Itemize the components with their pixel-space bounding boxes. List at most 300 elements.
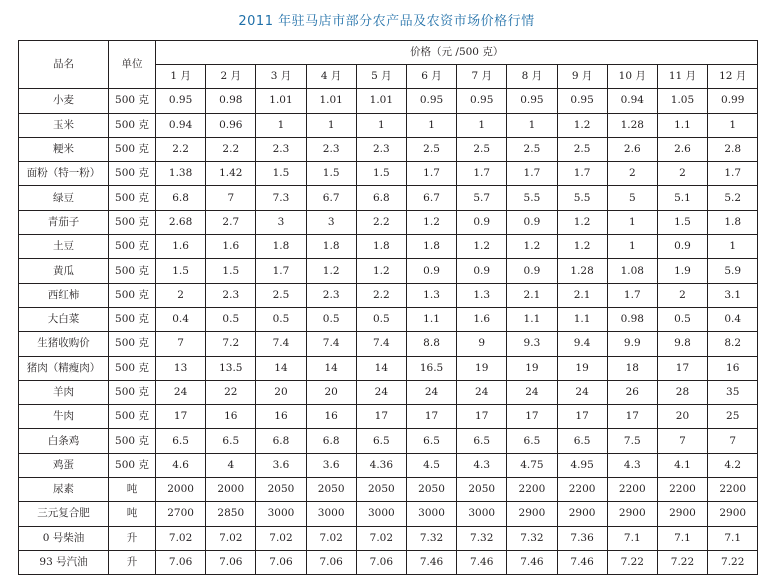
price-cell: 17 bbox=[156, 405, 206, 429]
price-cell: 2700 bbox=[156, 502, 206, 526]
price-cell: 6.7 bbox=[306, 186, 356, 210]
price-cell: 2.5 bbox=[406, 137, 456, 161]
price-cell: 4.3 bbox=[457, 453, 507, 477]
price-cell: 1.5 bbox=[156, 259, 206, 283]
price-cell: 1.42 bbox=[206, 162, 256, 186]
price-cell: 2900 bbox=[607, 502, 657, 526]
price-cell: 18 bbox=[607, 356, 657, 380]
month-header: 3 月 bbox=[256, 65, 306, 89]
price-cell: 5.5 bbox=[557, 186, 607, 210]
price-cell: 1.2 bbox=[557, 113, 607, 137]
price-cell: 2050 bbox=[457, 478, 507, 502]
table-row bbox=[19, 429, 758, 453]
price-cell: 0.9 bbox=[507, 259, 557, 283]
price-cell: 1.6 bbox=[206, 235, 256, 259]
price-cell: 1 bbox=[607, 210, 657, 234]
price-cell: 25 bbox=[708, 405, 758, 429]
price-cell: 2000 bbox=[156, 478, 206, 502]
price-cell: 2 bbox=[607, 162, 657, 186]
price-cell: 0.95 bbox=[507, 89, 557, 113]
price-cell: 1.8 bbox=[406, 235, 456, 259]
price-cell: 2200 bbox=[507, 478, 557, 502]
price-cell: 1.8 bbox=[306, 235, 356, 259]
price-cell: 1.7 bbox=[457, 162, 507, 186]
price-cell: 9 bbox=[457, 332, 507, 356]
price-cell: 1.3 bbox=[406, 283, 456, 307]
price-cell: 0.9 bbox=[457, 259, 507, 283]
product-name-cell: 西红柿 bbox=[19, 283, 109, 307]
price-cell: 1.2 bbox=[457, 235, 507, 259]
price-cell: 4.6 bbox=[156, 453, 206, 477]
price-cell: 6.5 bbox=[507, 429, 557, 453]
table-title: 2011 年驻马店市部分农产品及农资市场价格行情 bbox=[238, 14, 535, 29]
unit-cell: 吨 bbox=[109, 478, 156, 502]
price-cell: 22 bbox=[206, 380, 256, 404]
price-cell: 24 bbox=[406, 380, 456, 404]
price-cell: 4.2 bbox=[708, 453, 758, 477]
price-cell: 4.95 bbox=[557, 453, 607, 477]
table-row bbox=[19, 259, 758, 283]
price-cell: 7 bbox=[156, 332, 206, 356]
month-header: 7 月 bbox=[457, 65, 507, 89]
price-cell: 19 bbox=[507, 356, 557, 380]
price-cell: 4.75 bbox=[507, 453, 557, 477]
price-cell: 1.7 bbox=[607, 283, 657, 307]
table-row bbox=[19, 478, 758, 502]
price-cell: 17 bbox=[657, 356, 707, 380]
product-name-cell: 生猪收购价 bbox=[19, 332, 109, 356]
price-cell: 7.06 bbox=[356, 550, 406, 574]
table-row bbox=[19, 405, 758, 429]
unit-cell: 500 克 bbox=[109, 380, 156, 404]
price-cell: 2.3 bbox=[256, 137, 306, 161]
price-cell: 1.8 bbox=[708, 210, 758, 234]
price-cell: 1.7 bbox=[406, 162, 456, 186]
price-cell: 1.2 bbox=[356, 259, 406, 283]
price-cell: 2050 bbox=[306, 478, 356, 502]
price-cell: 1.1 bbox=[406, 307, 456, 331]
price-cell: 7.06 bbox=[206, 550, 256, 574]
unit-cell: 500 克 bbox=[109, 332, 156, 356]
price-cell: 2900 bbox=[507, 502, 557, 526]
price-cell: 3 bbox=[256, 210, 306, 234]
price-cell: 2850 bbox=[206, 502, 256, 526]
price-cell: 2.2 bbox=[356, 210, 406, 234]
price-cell: 16 bbox=[256, 405, 306, 429]
price-cell: 2200 bbox=[657, 478, 707, 502]
price-cell: 9.8 bbox=[657, 332, 707, 356]
price-cell: 0.5 bbox=[256, 307, 306, 331]
price-cell: 5 bbox=[607, 186, 657, 210]
price-cell: 2.5 bbox=[557, 137, 607, 161]
price-cell: 7.32 bbox=[457, 526, 507, 550]
month-header: 6 月 bbox=[406, 65, 456, 89]
price-cell: 7.3 bbox=[256, 186, 306, 210]
price-cell: 9.4 bbox=[557, 332, 607, 356]
price-cell: 1 bbox=[607, 235, 657, 259]
table-row bbox=[19, 283, 758, 307]
price-cell: 1.01 bbox=[256, 89, 306, 113]
price-cell: 2050 bbox=[356, 478, 406, 502]
product-name-cell: 93 号汽油 bbox=[19, 550, 109, 574]
unit-cell: 500 克 bbox=[109, 210, 156, 234]
header-name: 品名 bbox=[19, 41, 109, 89]
price-cell: 5.5 bbox=[507, 186, 557, 210]
price-cell: 1 bbox=[306, 113, 356, 137]
price-cell: 1.5 bbox=[206, 259, 256, 283]
price-cell: 7 bbox=[708, 429, 758, 453]
price-cell: 19 bbox=[457, 356, 507, 380]
price-cell: 0.9 bbox=[457, 210, 507, 234]
table-row bbox=[19, 307, 758, 331]
price-cell: 2.3 bbox=[306, 283, 356, 307]
price-cell: 2.68 bbox=[156, 210, 206, 234]
unit-cell: 升 bbox=[109, 526, 156, 550]
price-cell: 7.1 bbox=[607, 526, 657, 550]
price-cell: 2.6 bbox=[607, 137, 657, 161]
price-cell: 14 bbox=[256, 356, 306, 380]
price-cell: 2050 bbox=[406, 478, 456, 502]
price-cell: 3000 bbox=[306, 502, 356, 526]
price-cell: 1.2 bbox=[406, 210, 456, 234]
price-cell: 7.02 bbox=[306, 526, 356, 550]
price-cell: 2.1 bbox=[507, 283, 557, 307]
price-cell: 17 bbox=[406, 405, 456, 429]
price-cell: 7.4 bbox=[356, 332, 406, 356]
unit-cell: 500 克 bbox=[109, 307, 156, 331]
price-cell: 0.5 bbox=[356, 307, 406, 331]
price-cell: 0.4 bbox=[708, 307, 758, 331]
product-name-cell: 小麦 bbox=[19, 89, 109, 113]
month-header: 12 月 bbox=[708, 65, 758, 89]
price-cell: 4.36 bbox=[356, 453, 406, 477]
price-cell: 7.4 bbox=[256, 332, 306, 356]
month-header: 5 月 bbox=[356, 65, 406, 89]
price-cell: 35 bbox=[708, 380, 758, 404]
price-cell: 0.95 bbox=[457, 89, 507, 113]
price-cell: 1.2 bbox=[557, 235, 607, 259]
price-cell: 1 bbox=[256, 113, 306, 137]
price-cell: 5.7 bbox=[457, 186, 507, 210]
price-cell: 16 bbox=[708, 356, 758, 380]
price-cell: 2200 bbox=[607, 478, 657, 502]
price-cell: 0.9 bbox=[657, 235, 707, 259]
price-cell: 6.8 bbox=[156, 186, 206, 210]
price-cell: 7.46 bbox=[457, 550, 507, 574]
product-name-cell: 黄瓜 bbox=[19, 259, 109, 283]
price-cell: 2.2 bbox=[206, 137, 256, 161]
price-cell: 4.5 bbox=[406, 453, 456, 477]
price-cell: 0.96 bbox=[206, 113, 256, 137]
price-cell: 4.3 bbox=[607, 453, 657, 477]
price-cell: 0.5 bbox=[206, 307, 256, 331]
price-cell: 2900 bbox=[557, 502, 607, 526]
unit-cell: 500 克 bbox=[109, 235, 156, 259]
price-cell: 6.8 bbox=[256, 429, 306, 453]
price-cell: 16 bbox=[306, 405, 356, 429]
product-name-cell: 羊肉 bbox=[19, 380, 109, 404]
price-cell: 7.02 bbox=[356, 526, 406, 550]
price-cell: 20 bbox=[657, 405, 707, 429]
price-cell: 1.01 bbox=[356, 89, 406, 113]
price-cell: 7.06 bbox=[306, 550, 356, 574]
price-cell: 6.8 bbox=[356, 186, 406, 210]
price-cell: 26 bbox=[607, 380, 657, 404]
price-cell: 1.7 bbox=[256, 259, 306, 283]
price-cell: 7 bbox=[206, 186, 256, 210]
table-row bbox=[19, 137, 758, 161]
product-name-cell: 鸡蛋 bbox=[19, 453, 109, 477]
price-cell: 3 bbox=[306, 210, 356, 234]
table-row bbox=[19, 502, 758, 526]
price-cell: 1.1 bbox=[657, 113, 707, 137]
price-cell: 6.5 bbox=[557, 429, 607, 453]
price-cell: 7.5 bbox=[607, 429, 657, 453]
price-cell: 1.6 bbox=[457, 307, 507, 331]
price-cell: 0.94 bbox=[607, 89, 657, 113]
price-cell: 7.4 bbox=[306, 332, 356, 356]
price-cell: 1.9 bbox=[657, 259, 707, 283]
price-cell: 5.9 bbox=[708, 259, 758, 283]
price-cell: 24 bbox=[156, 380, 206, 404]
price-cell: 17 bbox=[356, 405, 406, 429]
unit-cell: 500 克 bbox=[109, 405, 156, 429]
price-cell: 6.5 bbox=[206, 429, 256, 453]
product-name-cell: 粳米 bbox=[19, 137, 109, 161]
product-name-cell: 猪肉（精瘦肉） bbox=[19, 356, 109, 380]
unit-cell: 500 克 bbox=[109, 89, 156, 113]
product-name-cell: 面粉（特一粉） bbox=[19, 162, 109, 186]
table-row bbox=[19, 526, 758, 550]
table-body bbox=[19, 89, 758, 575]
price-cell: 7.02 bbox=[156, 526, 206, 550]
price-cell: 6.5 bbox=[156, 429, 206, 453]
price-cell: 7.22 bbox=[657, 550, 707, 574]
price-cell: 1.2 bbox=[557, 210, 607, 234]
unit-cell: 500 克 bbox=[109, 283, 156, 307]
price-cell: 1.6 bbox=[156, 235, 206, 259]
price-cell: 2.2 bbox=[356, 283, 406, 307]
month-header: 8 月 bbox=[507, 65, 557, 89]
price-cell: 24 bbox=[356, 380, 406, 404]
price-cell: 17 bbox=[457, 405, 507, 429]
price-cell: 2.6 bbox=[657, 137, 707, 161]
price-cell: 17 bbox=[607, 405, 657, 429]
price-cell: 0.5 bbox=[657, 307, 707, 331]
price-cell: 5.2 bbox=[708, 186, 758, 210]
price-cell: 2900 bbox=[657, 502, 707, 526]
price-cell: 24 bbox=[557, 380, 607, 404]
table-row bbox=[19, 210, 758, 234]
price-cell: 8.2 bbox=[708, 332, 758, 356]
price-cell: 7.32 bbox=[406, 526, 456, 550]
price-cell: 1.38 bbox=[156, 162, 206, 186]
price-cell: 2000 bbox=[206, 478, 256, 502]
price-cell: 3000 bbox=[356, 502, 406, 526]
price-cell: 2 bbox=[657, 283, 707, 307]
price-cell: 0.4 bbox=[156, 307, 206, 331]
price-cell: 1.7 bbox=[557, 162, 607, 186]
price-cell: 9.3 bbox=[507, 332, 557, 356]
price-cell: 7.46 bbox=[406, 550, 456, 574]
product-name-cell: 0 号柴油 bbox=[19, 526, 109, 550]
price-cell: 9.9 bbox=[607, 332, 657, 356]
price-cell: 3.6 bbox=[256, 453, 306, 477]
price-cell: 2.5 bbox=[507, 137, 557, 161]
price-cell: 2.2 bbox=[156, 137, 206, 161]
table-row bbox=[19, 162, 758, 186]
price-cell: 2.7 bbox=[206, 210, 256, 234]
table-row bbox=[19, 235, 758, 259]
price-cell: 17 bbox=[557, 405, 607, 429]
price-cell: 1 bbox=[708, 235, 758, 259]
product-name-cell: 玉米 bbox=[19, 113, 109, 137]
product-name-cell: 牛肉 bbox=[19, 405, 109, 429]
price-cell: 0.94 bbox=[156, 113, 206, 137]
product-name-cell: 大白菜 bbox=[19, 307, 109, 331]
price-cell: 13 bbox=[156, 356, 206, 380]
month-header: 2 月 bbox=[206, 65, 256, 89]
price-cell: 1.5 bbox=[256, 162, 306, 186]
price-cell: 28 bbox=[657, 380, 707, 404]
price-cell: 2050 bbox=[256, 478, 306, 502]
price-cell: 1.8 bbox=[256, 235, 306, 259]
price-cell: 5.1 bbox=[657, 186, 707, 210]
price-cell: 7.2 bbox=[206, 332, 256, 356]
price-cell: 24 bbox=[457, 380, 507, 404]
price-cell: 7.46 bbox=[557, 550, 607, 574]
price-cell: 2200 bbox=[708, 478, 758, 502]
price-cell: 1.3 bbox=[457, 283, 507, 307]
unit-cell: 吨 bbox=[109, 502, 156, 526]
price-cell: 14 bbox=[306, 356, 356, 380]
table-row bbox=[19, 453, 758, 477]
price-cell: 1.7 bbox=[708, 162, 758, 186]
month-header: 9 月 bbox=[557, 65, 607, 89]
price-cell: 1 bbox=[356, 113, 406, 137]
price-cell: 0.95 bbox=[557, 89, 607, 113]
product-name-cell: 白条鸡 bbox=[19, 429, 109, 453]
price-cell: 0.95 bbox=[156, 89, 206, 113]
price-cell: 7.32 bbox=[507, 526, 557, 550]
price-cell: 1.7 bbox=[507, 162, 557, 186]
price-cell: 1 bbox=[406, 113, 456, 137]
price-cell: 8.8 bbox=[406, 332, 456, 356]
price-cell: 7.02 bbox=[256, 526, 306, 550]
price-cell: 2.1 bbox=[557, 283, 607, 307]
price-cell: 1.1 bbox=[507, 307, 557, 331]
price-cell: 2.3 bbox=[356, 137, 406, 161]
price-cell: 1.28 bbox=[557, 259, 607, 283]
product-name-cell: 土豆 bbox=[19, 235, 109, 259]
price-cell: 1.2 bbox=[507, 235, 557, 259]
price-cell: 6.7 bbox=[406, 186, 456, 210]
price-cell: 7.1 bbox=[657, 526, 707, 550]
price-cell: 2.5 bbox=[256, 283, 306, 307]
month-header: 4 月 bbox=[306, 65, 356, 89]
price-cell: 6.5 bbox=[356, 429, 406, 453]
price-cell: 2.5 bbox=[457, 137, 507, 161]
price-cell: 0.98 bbox=[206, 89, 256, 113]
price-cell: 0.5 bbox=[306, 307, 356, 331]
price-cell: 1.2 bbox=[306, 259, 356, 283]
price-cell: 0.95 bbox=[406, 89, 456, 113]
price-cell: 1.5 bbox=[306, 162, 356, 186]
price-cell: 3.6 bbox=[306, 453, 356, 477]
price-cell: 3000 bbox=[406, 502, 456, 526]
product-name-cell: 尿素 bbox=[19, 478, 109, 502]
price-cell: 0.98 bbox=[607, 307, 657, 331]
product-name-cell: 绿豆 bbox=[19, 186, 109, 210]
price-cell: 14 bbox=[356, 356, 406, 380]
price-cell: 7.02 bbox=[206, 526, 256, 550]
price-cell: 1.8 bbox=[356, 235, 406, 259]
month-header: 1 月 bbox=[156, 65, 206, 89]
month-header: 10 月 bbox=[607, 65, 657, 89]
price-cell: 3000 bbox=[256, 502, 306, 526]
price-cell: 7.06 bbox=[156, 550, 206, 574]
price-cell: 7.22 bbox=[607, 550, 657, 574]
price-cell: 16 bbox=[206, 405, 256, 429]
unit-cell: 500 克 bbox=[109, 113, 156, 137]
table-row bbox=[19, 113, 758, 137]
price-cell: 1.5 bbox=[356, 162, 406, 186]
unit-cell: 500 克 bbox=[109, 356, 156, 380]
price-cell: 6.8 bbox=[306, 429, 356, 453]
unit-cell: 500 克 bbox=[109, 137, 156, 161]
table-row bbox=[19, 332, 758, 356]
price-cell: 2.3 bbox=[206, 283, 256, 307]
month-header: 11 月 bbox=[657, 65, 707, 89]
price-cell: 1.5 bbox=[657, 210, 707, 234]
price-cell: 1 bbox=[507, 113, 557, 137]
table-row bbox=[19, 89, 758, 113]
price-cell: 7.36 bbox=[557, 526, 607, 550]
price-cell: 6.5 bbox=[406, 429, 456, 453]
price-cell: 1.28 bbox=[607, 113, 657, 137]
price-cell: 17 bbox=[507, 405, 557, 429]
price-cell: 7.22 bbox=[708, 550, 758, 574]
table-row bbox=[19, 356, 758, 380]
price-cell: 2200 bbox=[557, 478, 607, 502]
price-cell: 1.08 bbox=[607, 259, 657, 283]
price-cell: 0.9 bbox=[507, 210, 557, 234]
unit-cell: 500 克 bbox=[109, 429, 156, 453]
unit-cell: 升 bbox=[109, 550, 156, 574]
table-row bbox=[19, 550, 758, 574]
unit-cell: 500 克 bbox=[109, 162, 156, 186]
unit-cell: 500 克 bbox=[109, 453, 156, 477]
price-cell: 0.9 bbox=[406, 259, 456, 283]
table-row bbox=[19, 380, 758, 404]
product-name-cell: 青茄子 bbox=[19, 210, 109, 234]
price-cell: 3000 bbox=[457, 502, 507, 526]
price-cell: 1.01 bbox=[306, 89, 356, 113]
unit-cell: 500 克 bbox=[109, 186, 156, 210]
price-cell: 0.99 bbox=[708, 89, 758, 113]
price-cell: 7.06 bbox=[256, 550, 306, 574]
price-cell: 1 bbox=[457, 113, 507, 137]
price-table bbox=[18, 40, 758, 575]
price-cell: 4.1 bbox=[657, 453, 707, 477]
price-cell: 1 bbox=[708, 113, 758, 137]
unit-cell: 500 克 bbox=[109, 259, 156, 283]
price-cell: 19 bbox=[557, 356, 607, 380]
price-cell: 20 bbox=[256, 380, 306, 404]
price-cell: 7 bbox=[657, 429, 707, 453]
price-cell: 7.46 bbox=[507, 550, 557, 574]
header-unit: 单位 bbox=[109, 41, 156, 89]
